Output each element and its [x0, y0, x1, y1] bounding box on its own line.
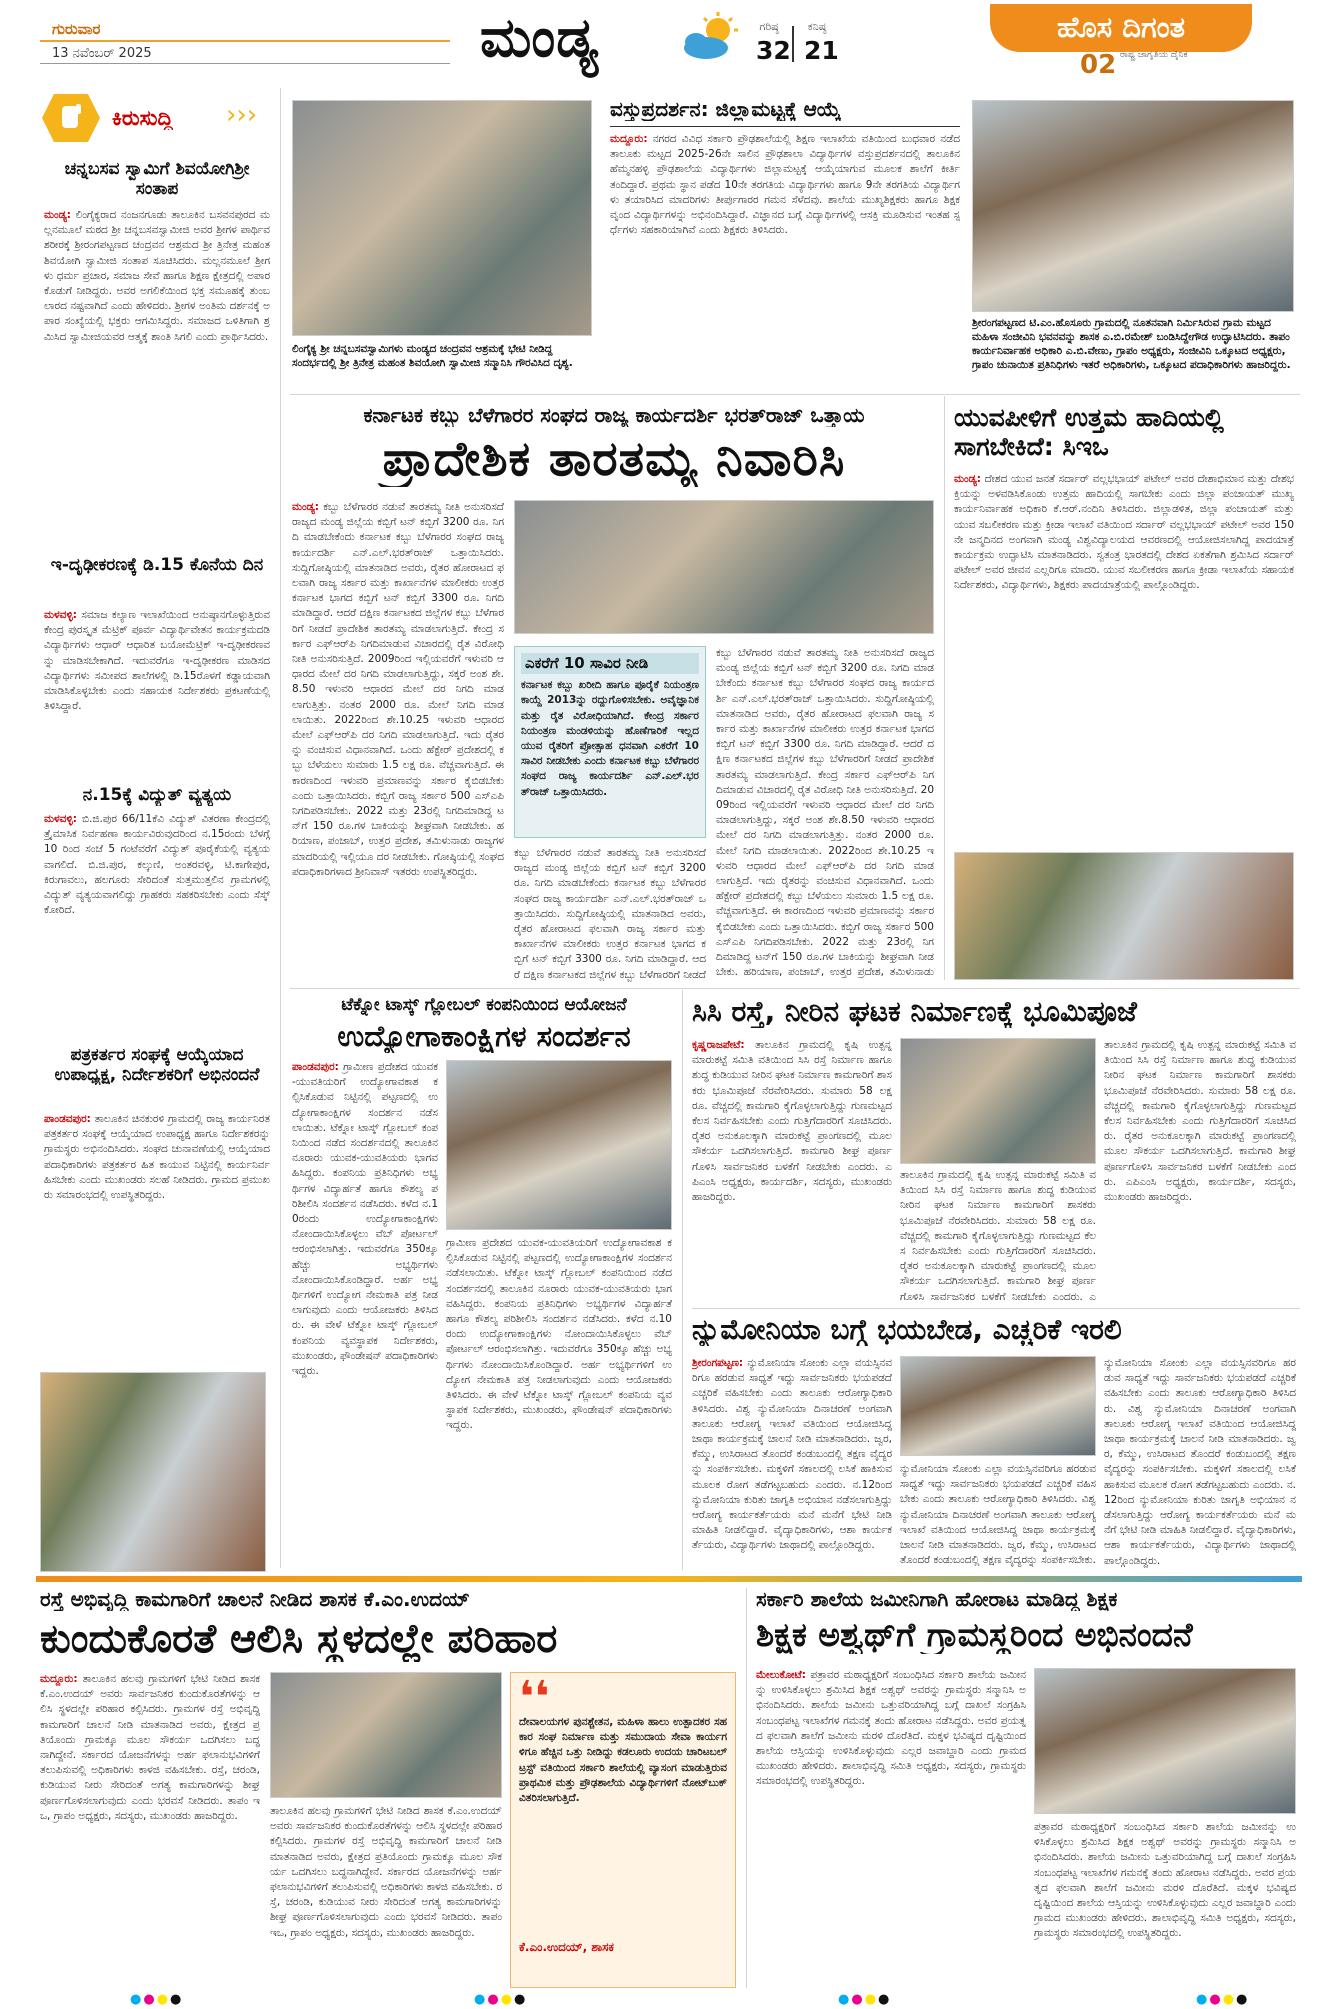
kiru-label: ಕಿರುಸುದ್ದಿ — [112, 106, 173, 130]
job-title: ಉದ್ಯೋಗಾಕಾಂಕ್ಷಿಗಳ ಸಂದರ್ಶನ — [337, 1020, 631, 1053]
road-body-a — [40, 1672, 260, 1988]
row-rule-3 — [692, 1308, 1300, 1309]
kiru-text-2: ಸಮಾಜ ಕಲ್ಯಾಣ ಇಲಾಖೆಯಿಂದ ಅನುಷ್ಠಾನಗೊಳ್ಳುತ್ತಿರುವ ಕೇಂದ್ರ ಪುರಸ್ಕೃತ ಮೆಟ್ರಿಕ್ ಪೂರ್ವ ವಿದ್ಯಾರ್ಥಿವೇತನ ಕಾರ್ಯಕ್ರಮದಡಿ ವಿದ್ಯಾರ್ಥಿಗಳು ಆಧಾರ್ ಆಧಾರಿತ ಬಯೋಮೆಟ್ರಿಕ್ ಇ-ದೃಢೀಕರಣವನ್ನು ಮಾಡಿಸಬೇಕಾಗಿದೆ. ಇದುವರೆಗೂ ಇ-ದೃಢೀಕರಣ ಮಾಡಿಸದ ವಿದ್ಯಾರ್ಥಿಗಳು ಸಮೀಪದ ಶಾಲೆಗಳಲ್ಲಿ ಡಿ.15ರೊಳಗೆ ಕಡ್ಡಾಯವಾಗಿ ಮಾಡಿಸಿಕೊಳ್ಳಬೇಕು ಎಂದು ಸಹಾಯಕ ನಿರ್ದೇಶಕರು ಪ್ರಕಟಣೆಯಲ್ಲಿ ತಿಳಿಸಿದ್ದಾರೆ. — [44, 609, 270, 713]
youth-body — [954, 472, 1294, 846]
kiru-title-1: ಚನ್ನಬಸವ ಸ್ವಾಮಿಗೆ ಶಿವಯೋಗಿಶ್ರೀ ಸಂತಾಪ — [64, 160, 250, 199]
brand-tagline: ರಾಷ್ಟ್ರ ಜಾಗೃತಿಯ ದೈನಿಕ — [1120, 50, 1188, 60]
kiru-title-3: ನ.15ಕ್ಕೆ ವಿದ್ಯುತ್ ವ್ಯತ್ಯಯ — [82, 786, 232, 805]
kiru-title-2: ಇ-ದೃಢೀಕರಣಕ್ಕೆ ಡಿ.15 ಕೊನೆಯ ದಿನ — [50, 556, 264, 575]
road-text: ತಾಲೂಕಿನ ಹಲವು ಗ್ರಾಮಗಳಿಗೆ ಭೇಟಿ ನೀಡಿದ ಶಾಸಕ ಕೆ.ಎಂ.ಉದಯ್ ಅವರು ಸಾರ್ವಜನಿಕರ ಕುಂದುಕೊರತೆಗಳನ್ನು ಆಲಿಸಿ ಸ್ಥಳದಲ್ಲೇ ಪರಿಹಾರ ಕಲ್ಪಿಸಿದರು. ಗ್ರಾಮಗಳ ರಸ್ತೆ ಅಭಿವೃದ್ಧಿ ಕಾಮಗಾರಿಗೆ ಚಾಲನೆ ನೀಡಿ ಮಾತನಾಡಿದ ಅವರು, ಕ್ಷೇತ್ರದ ಪ್ರತಿಯೊಂದು ಗ್ರಾಮಕ್ಕೂ ಮೂಲ ಸೌಕರ್ಯ ಒದಗಿಸಲು ಬದ್ಧನಾಗಿದ್ದೇನೆ. ಸರ್ಕಾರದ ಯೋಜನೆಗಳನ್ನು ಅರ್ಹ ಫಲಾನುಭವಿಗಳಿಗೆ ತಲುಪಿಸುವಲ್ಲಿ ಅಧಿಕಾರಿಗಳು ಕಾಳಜಿ ವಹಿಸಬೇಕು. ರಸ್ತೆ, ಚರಂಡಿ, ಕುಡಿಯುವ ನೀರು ಸೇರಿದಂತೆ ಅಗತ್ಯ ಕಾಮಗಾರಿಗಳನ್ನು ಶೀಘ್ರ ಪೂರ್ಣಗೊಳಿಸಲಾಗುವುದು ಎಂದು ಭರವಸೆ ನೀಡಿದರು. ತಾಪಂ ಇಒ, ಗ್ರಾಪಂ ಅಧ್ಯಕ್ಷರು, ಸದಸ್ಯರು, ಮುಖಂಡರು ಹಾಜರಿದ್ದರು. — [40, 1673, 260, 1822]
date-label: 13 ನವೆಂಬರ್ 2025 — [52, 46, 152, 61]
temp-divider — [792, 26, 794, 62]
lead-body-b: ಕಬ್ಬು ಬೆಳೆಗಾರರ ನಡುವೆ ತಾರತಮ್ಯ ನೀತಿ ಅನುಸರಿಸದೆ ರಾಜ್ಯದ ಮಂಡ್ಯ ಜಿಲ್ಲೆಯ ಕಬ್ಬಿಗೆ ಟನ್ ಕಬ್ಬಿಗೆ 3200 ರೂ. ನಿಗದಿ ಮಾಡಬೇಕೆಂದು ಕರ್ನಾಟಕ ಕಬ್ಬು ಬೆಳೆಗಾರರ ಸಂಘದ ರಾಜ್ಯ ಕಾರ್ಯದರ್ಶಿ ಎನ್.ಎಲ್.ಭರತ್‌ರಾಜ್ ಒತ್ತಾಯಿಸಿದರು. ಸುದ್ದಿಗೋಷ್ಠಿಯಲ್ಲಿ ಮಾತನಾಡಿದ ಅವರು, ರೈತರ ಹೋರಾಟದ ಫಲವಾಗಿ ರಾಜ್ಯ ಸರ್ಕಾರ ಮತ್ತು ಕಾರ್ಖಾನೆಗಳ ಮಾಲೀಕರು ಉತ್ತರ ಕರ್ನಾಟಕ ಭಾಗದ ಕಬ್ಬಿಗೆ ಟನ್ ಕಬ್ಬಿಗೆ 3300 ರೂ. ನಿಗದಿ ಮಾಡಿದ್ದಾರೆ. ಆದರೆ ದಕ್ಷಿಣ ಕರ್ನಾಟಕದ ಜಿಲ್ಲೆಗಳ ಕಬ್ಬು ಬೆಳೆಗಾರರಿಗೆ ನೀಡದೆ ಪ್ರಾದೇಶಿಕ ತಾರತಮ್ಯ ಮಾಡಲಾಗುತ್ತಿದೆ. ಕೇಂದ್ರ ಸರ್ಕಾರ ಎಫ್‌ಆರ್‌ಪಿ ನಿಗದಿಮಾಡುವ ವಿಚಾರದಲ್ಲಿ ರೈತ ವಿರೋಧಿ ನೀತಿ ಅನುಸರಿಸುತ್ತಿದೆ. 2009ರಿಂದ ಇಲ್ಲಿಯವರೆಗೆ ಇಳುವರಿ ಆಧಾರದ ಮೇಲೆ ದರ ನಿಗದಿ ಮಾಡಲಾಗುತ್ತಿದ್ದು, ಸಕ್ಕರೆ ಅಂಶ ಶೇ.8.50 ಇಳುವರಿ ಆಧಾರದ ಮೇಲೆ ದರ ನಿಗದಿ ಮಾಡಲಾಗುತ್ತಿತ್ತು. ನಂತರ 2000 ರೂ. ಮೇಲೆ ನಿಗದಿ ಮಾಡಲಾಯಿತು. 2022ರಿಂದ ಶೇ.10.25 ಇಳುವರಿ ಆಧಾರದ ಮೇಲೆ ಎಫ್‌ಆರ್‌ಪಿ ದರ ನಿಗದಿ ಮಾಡಲಾಗುತ್ತಿದೆ. ಇದು ರೈತರನ್ನು ವಂಚಿಸುವ ವಿಧಾನವಾಗಿದೆ. ಒಂದು ಹೆಕ್ಟೇರ್ ಪ್ರದೇಶದಲ್ಲಿ ಕಬ್ಬು ಬೆಳೆಯಲು ಸುಮಾರು 1.5 ಲಕ್ಷ ರೂ. ವೆಚ್ಚವಾಗುತ್ತಿದೆ. ಈ ಕಾರಣದಿಂದ ಇಳುವರಿ ಪ್ರಮಾಣವನ್ನು ಸರ್ಕಾರ ಕೈಬಿಡಬೇಕು ಎಂದು ಒತ್ತಾಯಿಸಿದರು. ಕಬ್ಬಿಗೆ ರಾಜ್ಯ ಸರ್ಕಾರ 500 ಎಸ್‌ಎಪಿ ನಿಗದಿಪಡಿಸಬೇಕು. 2022 ಮತ್ತು 23ರಲ್ಲಿ ನಿಗದಿಮಾಡಿದ್ದ ಟನ್‌ಗೆ 150 ರೂ.ಗಳ ಬಾಕಿಯನ್ನು ಶೀಘ್ರವಾಗಿ ನೀಡಬೇಕು. ಹರಿಯಾಣ, ಪಂಜಾಬ್, ಉತ್ತರ ಪ್ರದೇಶ, ತಮಿಳುನಾಡು — [716, 647, 934, 979]
road-title: ಕುಂದುಕೊರತೆ ಆಲಿಸಿ ಸ್ಥಳದಲ್ಲೇ ಪರಿಹಾರ — [40, 1616, 558, 1662]
job-text: ಗ್ರಾಮೀಣ ಪ್ರದೇಶದ ಯುವಕ-ಯುವತಿಯರಿಗೆ ಉದ್ಯೋಗಾವಕಾಶ ಕಲ್ಪಿಸಿಕೊಡುವ ನಿಟ್ಟಿನಲ್ಲಿ ಪಟ್ಟಣದಲ್ಲಿ ಉದ್ಯೋಗಾಕಾಂಕ್ಷಿಗಳ ಸಂದರ್ಶನ ನಡೆಸಲಾಯಿತು. ಟೆಕ್ನೋ ಟಾಸ್ಕ್ ಗ್ಲೋಬಲ್ ಕಂಪನಿಯಿಂದ ನಡೆದ ಸಂದರ್ಶನದಲ್ಲಿ ತಾಲೂಕಿನ ನೂರಾರು ಯುವಕ-ಯುವತಿಯರು ಭಾಗವಹಿಸಿದ್ದರು. ಕಂಪನಿಯ ಪ್ರತಿನಿಧಿಗಳು ಅಭ್ಯರ್ಥಿಗಳ ವಿದ್ಯಾರ್ಹತೆ ಹಾಗೂ ಕೌಶಲ್ಯ ಪರಿಶೀಲಿಸಿ ಸಂದರ್ಶನ ನಡೆಸಿದರು. ಕಳೆದ ನ.10ರಂದು ಉದ್ಯೋಗಾಕಾಂಕ್ಷಿಗಳು ನೋಂದಾಯಿಸಿಕೊಳ್ಳಲು ವೆಬ್ ಪೋರ್ಟಲ್ ಆರಂಭಿಸಲಾಗಿತ್ತು. ಇದುವರೆಗೂ 350ಕ್ಕೂ ಹೆಚ್ಚು ಅಭ್ಯರ್ಥಿಗಳು ನೋಂದಾಯಿಸಿಕೊಂಡಿದ್ದಾರೆ. ಅರ್ಹ ಅಭ್ಯರ್ಥಿಗಳಿಗೆ ಉದ್ಯೋಗ ನೇಮಕಾತಿ ಪತ್ರ ನೀಡಲಾಗುವುದು ಎಂದು ಆಯೋಜಕರು ತಿಳಿಸಿದರು. ಈ ವೇಳೆ ಟೆಕ್ನೋ ಟಾಸ್ಕ್ ಗ್ಲೋಬಲ್ ಕಂಪನಿಯ ವ್ಯವಸ್ಥಾಪಕ ನಿರ್ದೇಶಕರು, ಮುಖಂಡರು, ಫೌಂಡೇಷನ್ ಪದಾಧಿಕಾರಿಗಳು ಇದ್ದರು. — [292, 1061, 438, 1378]
teacher-lead: ಮೇಲುಕೋಟೆ: — [756, 1669, 806, 1681]
vastu-body — [610, 132, 960, 388]
lead-body-a — [292, 500, 504, 982]
kiru-text-1: ಲಿಂಗೈಕ್ಯರಾದ ನಂಜನಗೂಡು ತಾಲೂಕಿನ ಬಸವನಪುರದ ಮಲ್ಲನಮೂಲೆ ಮಠದ ಶ್ರೀ ಚನ್ನಬಸವಸ್ವಾಮೀಜಿ ಅವರ ಶ್ರೀಗಳ ಪಾರ್ಥಿವ ಶರೀರಕ್ಕೆ ಶ್ರೀರಂಗಪಟ್ಟಣದ ಚಂದ್ರವನ ಆಶ್ರಮದ ಶ್ರೀ ತ್ರಿನೇತ್ರ ಮಹಂತ ಶಿವಯೋಗಿ ಸ್ವಾಮೀಜಿ ಸಂತಾಪ ಸೂಚಿಸಿದರು. ಮಲ್ಲನಮೂಲೆ ಶ್ರೀಗಳು ಧರ್ಮ ಪ್ರಚಾರ, ಸಮಾಜ ಸೇವೆ ಹಾಗೂ ಶಿಕ್ಷಣ ಕ್ಷೇತ್ರದಲ್ಲಿ ಅಪಾರ ಕೊಡುಗೆ ನೀಡಿದ್ದರು. ಅವರ ಅಗಲಿಕೆಯಿಂದ ಭಕ್ತ ಸಮೂಹಕ್ಕೆ ತುಂಬಲಾರದ ನಷ್ಟವಾಗಿದೆ ಎಂದು ಹೇಳಿದರು. ಶ್ರೀಗಳ ಅಂತಿಮ ದರ್ಶನಕ್ಕೆ ಅಪಾರ ಸಂಖ್ಯೆಯಲ್ಲಿ ಭಕ್ತರು ಆಗಮಿಸಿದ್ದರು. ಸಮಾಜದ ಒಳಿತಿಗಾಗಿ ಶ್ರಮಿಸಿದ ಸ್ವಾಮೀಜಿಯವರ ಆತ್ಮಕ್ಕೆ ಶಾಂತಿ ಸಿಗಲಿ ಎಂದು ಪ್ರಾರ್ಥಿಸಿದರು. — [44, 209, 270, 343]
masthead-rule-thin — [40, 63, 450, 64]
lead-box — [514, 646, 706, 838]
teacher-kicker: ಸರ್ಕಾರಿ ಶಾಲೆಯ ಜಮೀನಿಗಾಗಿ ಹೋರಾಟ ಮಾಡಿದ್ದ ಶಿಕ್ಷಕ — [756, 1588, 1118, 1611]
job-body-a — [292, 1060, 438, 1568]
photo-udaya-1 — [270, 1672, 502, 1798]
column-rule-3 — [682, 990, 683, 1570]
kiru-lead-2: ಮಳವಳ್ಳಿ: — [44, 609, 78, 621]
teacher-body-b: ಪತ್ರಾವರ ಮಠಾಧ್ಯಕ್ಷರಿಗೆ ಸಂಬಂಧಿಸಿದ ಸರ್ಕಾರಿ ಶಾಲೆಯ ಜಮೀನನ್ನು ಉಳಿಸಿಕೊಳ್ಳಲು ಶ್ರಮಿಸಿದ ಶಿಕ್ಷಕ ಅಶ್ವಥ್ ಅವರನ್ನು ಗ್ರಾಮಸ್ಥರು ಸನ್ಮಾನಿಸಿ ಅಭಿನಂದಿಸಿದರು. ಶಾಲೆಯ ಜಮೀನು ಒತ್ತುವರಿಯಾಗಿದ್ದ ಬಗ್ಗೆ ದಾಖಲೆ ಸಂಗ್ರಹಿಸಿ ಸಂಬಂಧಪಟ್ಟ ಇಲಾಖೆಗಳ ಗಮನಕ್ಕೆ ತಂದು ಹೋರಾಟ ನಡೆಸಿದ್ದರು. ಅವರ ಪ್ರಯತ್ನದ ಫಲವಾಗಿ ಶಾಲೆಗೆ ಜಮೀನು ಮರಳಿ ದೊರೆತಿದೆ. ಮಕ್ಕಳ ಭವಿಷ್ಯದ ದೃಷ್ಟಿಯಿಂದ ಶಾಲೆಯ ಆಸ್ತಿಯನ್ನು ಉಳಿಸಿಕೊಳ್ಳುವುದು ಎಲ್ಲರ ಜವಾಬ್ದಾರಿ ಎಂದು ಗ್ರಾಮದ ಮುಖಂಡರು ಹೇಳಿದರು. ಶಾಲಾಭಿವೃದ್ಧಿ ಸಮಿತಿ ಅಧ್ಯಕ್ಷರು, ಸದಸ್ಯರು, ಗ್ರಾಮಸ್ಥರು ಸಮಾರಂಭದಲ್ಲಿ ಉಪಸ್ಥಿತರಿದ್ದರು. — [1034, 1821, 1296, 1940]
youth-title: ಯುವಪೀಳಿಗೆ ಉತ್ತಮ ಹಾದಿಯಲ್ಲಿ ಸಾಗಬೇಕಿದೆ: ಸಿಇಒ — [954, 404, 1224, 461]
pneu-title: ನ್ಯುಮೋನಿಯಾ ಬಗ್ಗೆ ಭಯಬೇಡ, ಎಚ್ಚರಿಕೆ ಇರಲಿ — [692, 1314, 1122, 1346]
cc-body-c: ತಾಲೂಕಿನ ಗ್ರಾಮದಲ್ಲಿ ಕೃಷಿ ಉತ್ಪನ್ನ ಮಾರುಕಟ್ಟೆ ಸಮಿತಿ ವತಿಯಿಂದ ಸಿಸಿ ರಸ್ತೆ ನಿರ್ಮಾಣ ಹಾಗೂ ಶುದ್ಧ ಕುಡಿಯುವ ನೀರಿನ ಘಟಕ ನಿರ್ಮಾಣ ಕಾಮಗಾರಿಗೆ ಶಾಸಕರು ಭೂಮಿಪೂಜೆ ನೆರವೇರಿಸಿದರು. ಸುಮಾರು 58 ಲಕ್ಷ ರೂ. ವೆಚ್ಚದಲ್ಲಿ ಕಾಮಗಾರಿ ಕೈಗೊಳ್ಳಲಾಗುತ್ತಿದ್ದು ಗುಣಮಟ್ಟದ ಕೆಲಸ ನಿರ್ವಹಿಸಬೇಕು ಎಂದು ಗುತ್ತಿಗೆದಾರರಿಗೆ ಸೂಚಿಸಿದರು. ರೈತರ ಅನುಕೂಲಕ್ಕಾಗಿ ಮಾರುಕಟ್ಟೆ ಪ್ರಾಂಗಣದಲ್ಲಿ ಮೂಲ ಸೌಕರ್ಯ ಒದಗಿಸಲಾಗುತ್ತಿದೆ. ಕಾಮಗಾರಿ ಶೀಘ್ರ ಪೂರ್ಣಗೊಳಿಸಿ ಸಾರ್ವಜನಿಕರ ಬಳಕೆಗೆ ನೀಡಬೇಕು ಎಂದರು. ಎಪಿಎಂಸಿ ಅಧ್ಯಕ್ಷರು, ಕಾರ್ಯದರ್ಶಿ, ಸದಸ್ಯರು, ಮುಖಂಡರು ಹಾಜರಿದ್ದರು. — [1104, 1039, 1296, 1204]
kiru-title-4: ಪತ್ರಕರ್ತರ ಸಂಘಕ್ಕೆ ಆಯ್ಕೆಯಾದ ಉಪಾಧ್ಯಕ್ಷ, ನಿರ್ದೇಶಕರಿಗೆ ಅಭಿನಂದನೆ — [54, 1046, 260, 1085]
column-rule — [280, 88, 281, 1568]
photo-sanjeevini-caption: ಶ್ರೀರಂಗಪಟ್ಟಣದ ಟಿ.ಎಂ.ಹೊಸೂರು ಗ್ರಾಮದಲ್ಲಿ ನೂತನವಾಗಿ ನಿರ್ಮಿಸಿರುವ ಗ್ರಾಮ ಮಟ್ಟದ ಮಹಿಳಾ ಸಂಜೀವಿನಿ ಭವನವನ್ನು ಶಾಸಕ ಎ.ಬಿ.ರಮೇಶ್ ಬಂಡಿಸಿದ್ದೇಗೌಡ ಉದ್ಘಾಟಿಸಿದರು. ತಾಪಂ ಕಾರ್ಯನಿರ್ವಾಹಕ ಅಧಿಕಾರಿ ಎ.ಬಿ.ವೇಣು, ಗ್ರಾಪಂ ಅಧ್ಯಕ್ಷರು, ಸಂಜೀವಿನಿ ಒಕ್ಕೂಟದ ಅಧ್ಯಕ್ಷರು, ಗ್ರಾಪಂ ಚುನಾಯಿತ ಪ್ರತಿನಿಧಿಗಳು ಇತರೆ ಅಧಿಕಾರಿಗಳು, ಒಕ್ಕೂಟದ ಪದಾಧಿಕಾರಿಗಳು ಹಾಜರಿದ್ದರು. — [972, 317, 1291, 371]
row-rule-2 — [290, 988, 1300, 989]
lead-box-title: ಎಕರೆಗೆ 10 ಸಾವಿರ ನೀಡಿ — [521, 653, 699, 674]
vastu-text: ನಗರದ ವಿವಿಧ ಸರ್ಕಾರಿ ಪ್ರೌಢಶಾಲೆಯಲ್ಲಿ ಶಿಕ್ಷಣ ಇಲಾಖೆಯ ವತಿಯಿಂದ ಬುಧವಾರ ನಡೆದ ತಾಲೂಕು ಮಟ್ಟದ 2025-26ನೇ ಸಾಲಿನ ಪ್ರೌಢಶಾಲಾ ವಿದ್ಯಾರ್ಥಿಗಳ ವಸ್ತುಪ್ರದರ್ಶನದಲ್ಲಿ ತಾಲೂಕಿನ ಹೆಮ್ಮನಹಳ್ಳಿ ಪ್ರೌಢಶಾಲೆಯ ವಿದ್ಯಾರ್ಥಿಗಳು ಜಿಲ್ಲಾಮಟ್ಟಕ್ಕೆ ಆಯ್ಕೆಯಾಗುವ ಮೂಲಕ ಶಾಲೆಗೆ ಕೀರ್ತಿ ತಂದಿದ್ದಾರೆ. ಪ್ರಥಮ ಸ್ಥಾನ ಪಡೆದ 10ನೇ ತರಗತಿಯ ವಿದ್ಯಾರ್ಥಿಗಳು ಹಾಗೂ 9ನೇ ತರಗತಿಯ ವಿದ್ಯಾರ್ಥಿಗಳು ತಯಾರಿಸಿದ ಮಾದರಿಗಳು ತೀರ್ಪುಗಾರರ ಗಮನ ಸೆಳೆದವು. ಶಾಲೆಯ ಮುಖ್ಯಶಿಕ್ಷಕರು ಹಾಗೂ ಶಿಕ್ಷಕ ವೃಂದ ವಿದ್ಯಾರ್ಥಿಗಳನ್ನು ಅಭಿನಂದಿಸಿದ್ದಾರೆ. ವಿಜ್ಞಾನದ ಬಗ್ಗೆ ವಿದ್ಯಾರ್ಥಿಗಳಲ್ಲಿ ಆಸಕ್ತಿ ಮೂಡಿಸುವ ಇಂತಹ ಸ್ಪರ್ಧೆಗಳು ಸಹಕಾರಿಯಾಗಿವೆ ಎಂದು ಶಿಕ್ಷಕರು ತಿಳಿಸಿದರು. — [610, 133, 960, 237]
road-body-b: ತಾಲೂಕಿನ ಹಲವು ಗ್ರಾಮಗಳಿಗೆ ಭೇಟಿ ನೀಡಿದ ಶಾಸಕ ಕೆ.ಎಂ.ಉದಯ್ ಅವರು ಸಾರ್ವಜನಿಕರ ಕುಂದುಕೊರತೆಗಳನ್ನು ಆಲಿಸಿ ಸ್ಥಳದಲ್ಲೇ ಪರಿಹಾರ ಕಲ್ಪಿಸಿದರು. ಗ್ರಾಮಗಳ ರಸ್ತೆ ಅಭಿವೃದ್ಧಿ ಕಾಮಗಾರಿಗೆ ಚಾಲನೆ ನೀಡಿ ಮಾತನಾಡಿದ ಅವರು, ಕ್ಷೇತ್ರದ ಪ್ರತಿಯೊಂದು ಗ್ರಾಮಕ್ಕೂ ಮೂಲ ಸೌಕರ್ಯ ಒದಗಿಸಲು ಬದ್ಧನಾಗಿದ್ದೇನೆ. ಸರ್ಕಾರದ ಯೋಜನೆಗಳನ್ನು ಅರ್ಹ ಫಲಾನುಭವಿಗಳಿಗೆ ತಲುಪಿಸುವಲ್ಲಿ ಅಧಿಕಾರಿಗಳು ಕಾಳಜಿ ವಹಿಸಬೇಕು. ರಸ್ತೆ, ಚರಂಡಿ, ಕುಡಿಯುವ ನೀರು ಸೇರಿದಂತೆ ಅಗತ್ಯ ಕಾಮಗಾರಿಗಳನ್ನು ಶೀಘ್ರ ಪೂರ್ಣಗೊಳಿಸಲಾಗುವುದು ಎಂದು ಭರವಸೆ ನೀಡಿದರು. ತಾಪಂ ಇಒ, ಗ್ರಾಪಂ ಅಧ್ಯಕ್ಷರು, ಸದಸ್ಯರು, ಮುಖಂಡರು ಹಾಜರಿದ್ದರು. — [270, 1805, 502, 1939]
pneu-text: ನ್ಯುಮೋನಿಯಾ ಸೋಂಕು ಎಲ್ಲಾ ವಯಸ್ಸಿನವರಿಗೂ ಹರಡುವ ಸಾಧ್ಯತೆ ಇದ್ದು ಸಾರ್ವಜನಿಕರು ಭಯಪಡದೆ ಎಚ್ಚರಿಕೆ ವಹಿಸಬೇಕು ಎಂದು ತಾಲೂಕು ಆರೋಗ್ಯಾಧಿಕಾರಿ ತಿಳಿಸಿದರು. ವಿಶ್ವ ನ್ಯುಮೋನಿಯಾ ದಿನಾಚರಣೆ ಅಂಗವಾಗಿ ತಾಲೂಕು ಆರೋಗ್ಯ ಇಲಾಖೆ ವತಿಯಿಂದ ಆಯೋಜಿಸಿದ್ದ ಜಾಥಾ ಕಾರ್ಯಕ್ರಮಕ್ಕೆ ಚಾಲನೆ ನೀಡಿ ಮಾತನಾಡಿದರು. ಜ್ವರ, ಕೆಮ್ಮು, ಉಸಿರಾಟದ ತೊಂದರೆ ಕಂಡುಬಂದಲ್ಲಿ ತಕ್ಷಣ ವೈದ್ಯರನ್ನು ಸಂಪರ್ಕಿಸಬೇಕು. ಮಕ್ಕಳಿಗೆ ಸಕಾಲದಲ್ಲಿ ಲಸಿಕೆ ಹಾಕಿಸುವ ಮೂಲಕ ರೋಗ ತಡೆಗಟ್ಟಬಹುದು ಎಂದರು. ನ.12ರಿಂದ ನ್ಯುಮೋನಿಯಾ ಕುರಿತು ಜಾಗೃತಿ ಅಭಿಯಾನ ನಡೆಸಲಾಗುತ್ತಿದ್ದು ಆರೋಗ್ಯ ಕಾರ್ಯಕರ್ತೆಯರು ಮನೆ ಮನೆಗೆ ಭೇಟಿ ನೀಡಿ ಮಾಹಿತಿ ನೀಡಲಿದ್ದಾರೆ. ವೈದ್ಯಾಧಿಕಾರಿಗಳು, ಆಶಾ ಕಾರ್ಯಕರ್ತೆಯರು, ವಿದ್ಯಾರ್ಥಿಗಳು ಜಾಥಾದಲ್ಲಿ ಪಾಲ್ಗೊಂಡಿದ್ದರು. — [692, 1357, 892, 1552]
photo-swamiji — [292, 100, 592, 336]
road-quote-by: ಕೆ.ಎಂ.ಉದಯ್, ಶಾಸಕ — [519, 1941, 614, 1954]
column-rule-4 — [746, 1588, 747, 1988]
max-temp-label: ಗರಿಷ್ಠ — [759, 20, 779, 33]
teacher-body-a — [756, 1668, 1026, 1988]
column-rule-2 — [944, 396, 945, 980]
min-temp-label: ಕನಿಷ್ಠ — [807, 20, 827, 33]
teacher-text: ಪತ್ರಾವರ ಮಠಾಧ್ಯಕ್ಷರಿಗೆ ಸಂಬಂಧಿಸಿದ ಸರ್ಕಾರಿ ಶಾಲೆಯ ಜಮೀನನ್ನು ಉಳಿಸಿಕೊಳ್ಳಲು ಶ್ರಮಿಸಿದ ಶಿಕ್ಷಕ ಅಶ್ವಥ್ ಅವರನ್ನು ಗ್ರಾಮಸ್ಥರು ಸನ್ಮಾನಿಸಿ ಅಭಿನಂದಿಸಿದರು. ಶಾಲೆಯ ಜಮೀನು ಒತ್ತುವರಿಯಾಗಿದ್ದ ಬಗ್ಗೆ ದಾಖಲೆ ಸಂಗ್ರಹಿಸಿ ಸಂಬಂಧಪಟ್ಟ ಇಲಾಖೆಗಳ ಗಮನಕ್ಕೆ ತಂದು ಹೋರಾಟ ನಡೆಸಿದ್ದರು. ಅವರ ಪ್ರಯತ್ನದ ಫಲವಾಗಿ ಶಾಲೆಗೆ ಜಮೀನು ಮರಳಿ ದೊರೆತಿದೆ. ಮಕ್ಕಳ ಭವಿಷ್ಯದ ದೃಷ್ಟಿಯಿಂದ ಶಾಲೆಯ ಆಸ್ತಿಯನ್ನು ಉಳಿಸಿಕೊಳ್ಳುವುದು ಎಲ್ಲರ ಜವಾಬ್ದಾರಿ ಎಂದು ಗ್ರಾಮದ ಮುಖಂಡರು ಹೇಳಿದರು. ಶಾಲಾಭಿವೃದ್ಧಿ ಸಮಿತಿ ಅಧ್ಯಕ್ಷರು, ಸದಸ್ಯರು, ಗ್ರಾಮಸ್ಥರು ಸಮಾರಂಭದಲ್ಲಿ ಉಪಸ್ಥಿತರಿದ್ದರು. — [756, 1669, 1026, 1788]
kiru-photo — [40, 1372, 266, 1572]
photo-jatha — [900, 1356, 1096, 1456]
photo-swamiji-caption: ಲಿಂಗೈಕ್ಯ ಶ್ರೀ ಚನ್ನಬಸವಸ್ವಾಮಿಗಳು ಮಂಡ್ಯದ ಚಂದ್ರವನ ಆಶ್ರಮಕ್ಕೆ ಭೇಟಿ ನೀಡಿದ್ದ ಸಂದರ್ಭದಲ್ಲಿ ಶ್ರೀ ತ್ರಿನೇತ್ರ ಮಹಂತ ಶಿವಯೋಗಿ ಸ್ವಾಮೀಜಿ ಸನ್ಮಾನಿಸಿ ಗೌರವಿಸಿದ ದೃಶ್ಯ. — [292, 343, 573, 369]
row-rule-1 — [290, 394, 1300, 395]
hand-icon — [40, 92, 102, 144]
day-label: ಗುರುವಾರ — [52, 20, 101, 38]
masthead-rule — [40, 40, 450, 42]
road-lead: ಮದ್ದೂರು: — [40, 1673, 78, 1685]
kiru-lead-3: ಮಳವಳ್ಳಿ: — [44, 813, 78, 825]
kiru-text-4: ತಾಲೂಕಿನ ಚಿನಕುರಳಿ ಗ್ರಾಮದಲ್ಲಿ ರಾಜ್ಯ ಕಾರ್ಯನಿರತ ಪತ್ರಕರ್ತರ ಸಂಘಕ್ಕೆ ಆಯ್ಕೆಯಾದ ಉಪಾಧ್ಯಕ್ಷ ಹಾಗೂ ನಿರ್ದೇಶಕರನ್ನು ಗ್ರಾಮಸ್ಥರು ಅಭಿನಂದಿಸಿದರು. ಸಂಘದ ಚುನಾವಣೆಯಲ್ಲಿ ಆಯ್ಕೆಯಾದ ಪದಾಧಿಕಾರಿಗಳು ಪತ್ರಕರ್ತರ ಹಿತ ಕಾಯುವ ನಿಟ್ಟಿನಲ್ಲಿ ಕಾರ್ಯನಿರ್ವಹಿಸಬೇಕು ಎಂದು ಮುಖಂಡರು ಸಲಹೆ ನೀಡಿದರು. ಗ್ರಾಮದ ಪ್ರಮುಖರು ಸಮಾರಂಭದಲ್ಲಿ ಉಪಸ್ಥಿತರಿದ್ದರು. — [44, 1113, 270, 1202]
brand-logo — [990, 4, 1252, 52]
pneu-body-b: ನ್ಯುಮೋನಿಯಾ ಸೋಂಕು ಎಲ್ಲಾ ವಯಸ್ಸಿನವರಿಗೂ ಹರಡುವ ಸಾಧ್ಯತೆ ಇದ್ದು ಸಾರ್ವಜನಿಕರು ಭಯಪಡದೆ ಎಚ್ಚರಿಕೆ ವಹಿಸಬೇಕು ಎಂದು ತಾಲೂಕು ಆರೋಗ್ಯಾಧಿಕಾರಿ ತಿಳಿಸಿದರು. ವಿಶ್ವ ನ್ಯುಮೋನಿಯಾ ದಿನಾಚರಣೆ ಅಂಗವಾಗಿ ತಾಲೂಕು ಆರೋಗ್ಯ ಇಲಾಖೆ ವತಿಯಿಂದ ಆಯೋಜಿಸಿದ್ದ ಜಾಥಾ ಕಾರ್ಯಕ್ರಮಕ್ಕೆ ಚಾಲನೆ ನೀಡಿ ಮಾತನಾಡಿದರು. ಜ್ವರ, ಕೆಮ್ಮು, ಉಸಿರಾಟದ ತೊಂದರೆ ಕಂಡುಬಂದಲ್ಲಿ ತಕ್ಷಣ ವೈದ್ಯರನ್ನು ಸಂಪರ್ಕಿಸಬೇಕು. — [900, 1463, 1096, 1567]
kiru-badge — [40, 92, 262, 144]
lead-lead: ಮಂಡ್ಯ: — [292, 501, 319, 513]
cc-text: ತಾಲೂಕಿನ ಗ್ರಾಮದಲ್ಲಿ ಕೃಷಿ ಉತ್ಪನ್ನ ಮಾರುಕಟ್ಟೆ ಸಮಿತಿ ವತಿಯಿಂದ ಸಿಸಿ ರಸ್ತೆ ನಿರ್ಮಾಣ ಹಾಗೂ ಶುದ್ಧ ಕುಡಿಯುವ ನೀರಿನ ಘಟಕ ನಿರ್ಮಾಣ ಕಾಮಗಾರಿಗೆ ಶಾಸಕರು ಭೂಮಿಪೂಜೆ ನೆರವೇರಿಸಿದರು. ಸುಮಾರು 58 ಲಕ್ಷ ರೂ. ವೆಚ್ಚದಲ್ಲಿ ಕಾಮಗಾರಿ ಕೈಗೊಳ್ಳಲಾಗುತ್ತಿದ್ದು ಗುಣಮಟ್ಟದ ಕೆಲಸ ನಿರ್ವಹಿಸಬೇಕು ಎಂದು ಗುತ್ತಿಗೆದಾರರಿಗೆ ಸೂಚಿಸಿದರು. ರೈತರ ಅನುಕೂಲಕ್ಕಾಗಿ ಮಾರುಕಟ್ಟೆ ಪ್ರಾಂಗಣದಲ್ಲಿ ಮೂಲ ಸೌಕರ್ಯ ಒದಗಿಸಲಾಗುತ್ತಿದೆ. ಕಾಮಗಾರಿ ಶೀಘ್ರ ಪೂರ್ಣಗೊಳಿಸಿ ಸಾರ್ವಜನಿಕರ ಬಳಕೆಗೆ ನೀಡಬೇಕು ಎಂದರು. ಎಪಿಎಂಸಿ ಅಧ್ಯಕ್ಷರು, ಕಾರ್ಯದರ್ಶಿ, ಸದಸ್ಯರು, ಮುಖಂಡರು ಹಾಜರಿದ್ದರು. — [692, 1039, 892, 1204]
road-quote: ದೇವಾಲಯಗಳ ಪುನಶ್ಚೇತನ, ಮಹಿಳಾ ಹಾಲು ಉತ್ಪಾದಕರ ಸಹಕಾರ ಸಂಘ ನಿರ್ಮಾಣ ಮತ್ತು ಸಮುದಾಯ ಸೇವಾ ಕಾರ್ಯಗಳಿಗೂ ಹೆಚ್ಚಿನ ಒತ್ತು ನೀಡಿದ್ದು ಕಡಲೂರು ಉದಯ ಚಾರಿಟಬಲ್ ಟ್ರಸ್ಟ್ ವತಿಯಿಂದ ಸರ್ಕಾರಿ ಶಾಲೆಯಲ್ಲಿ ವ್ಯಾಸಂಗ ಮಾಡುತ್ತಿರುವ ಪ್ರಾಥಮಿಕ ಮತ್ತು ಪ್ರೌಢಶಾಲೆಯ ವಿದ್ಯಾರ್ಥಿಗಳಿಗೆ ನೋಟ್‌ಬುಕ್ ವಿತರಿಸಲಾಗುತ್ತಿದೆ. — [519, 1716, 727, 1805]
road-quote-box — [510, 1672, 736, 1988]
road-kicker: ರಸ್ತೆ ಅಭಿವೃದ್ಧಿ ಕಾಮಗಾರಿಗೆ ಚಾಲನೆ ನೀಡಿದ ಶಾಸಕ ಕೆ.ಎಂ.ಉದಯ್ — [40, 1588, 470, 1611]
photo-sanjeevini — [972, 100, 1294, 312]
photo-padayatra — [954, 852, 1294, 980]
registration-dots: ●●●● — [474, 1992, 528, 2007]
cc-lead: ಕೃಷ್ಣರಾಜಪೇಟೆ: — [692, 1039, 745, 1051]
sun-cloud-icon — [680, 12, 742, 62]
registration-dots: ●●●● — [130, 1992, 184, 2007]
min-temp-value: 21 — [804, 36, 839, 65]
lead-text: ಕಬ್ಬು ಬೆಳೆಗಾರರ ನಡುವೆ ತಾರತಮ್ಯ ನೀತಿ ಅನುಸರಿಸದೆ ರಾಜ್ಯದ ಮಂಡ್ಯ ಜಿಲ್ಲೆಯ ಕಬ್ಬಿಗೆ ಟನ್ ಕಬ್ಬಿಗೆ 3200 ರೂ. ನಿಗದಿ ಮಾಡಬೇಕೆಂದು ಕರ್ನಾಟಕ ಕಬ್ಬು ಬೆಳೆಗಾರರ ಸಂಘದ ರಾಜ್ಯ ಕಾರ್ಯದರ್ಶಿ ಎನ್.ಎಲ್.ಭರತ್‌ರಾಜ್ ಒತ್ತಾಯಿಸಿದರು. ಸುದ್ದಿಗೋಷ್ಠಿಯಲ್ಲಿ ಮಾತನಾಡಿದ ಅವರು, ರೈತರ ಹೋರಾಟದ ಫಲವಾಗಿ ರಾಜ್ಯ ಸರ್ಕಾರ ಮತ್ತು ಕಾರ್ಖಾನೆಗಳ ಮಾಲೀಕರು ಉತ್ತರ ಕರ್ನಾಟಕ ಭಾಗದ ಕಬ್ಬಿಗೆ ಟನ್ ಕಬ್ಬಿಗೆ 3300 ರೂ. ನಿಗದಿ ಮಾಡಿದ್ದಾರೆ. ಆದರೆ ದಕ್ಷಿಣ ಕರ್ನಾಟಕದ ಜಿಲ್ಲೆಗಳ ಕಬ್ಬು ಬೆಳೆಗಾರರಿಗೆ ನೀಡದೆ ಪ್ರಾದೇಶಿಕ ತಾರತಮ್ಯ ಮಾಡಲಾಗುತ್ತಿದೆ. ಕೇಂದ್ರ ಸರ್ಕಾರ ಎಫ್‌ಆರ್‌ಪಿ ನಿಗದಿಮಾಡುವ ವಿಚಾರದಲ್ಲಿ ರೈತ ವಿರೋಧಿ ನೀತಿ ಅನುಸರಿಸುತ್ತಿದೆ. 2009ರಿಂದ ಇಲ್ಲಿಯವರೆಗೆ ಇಳುವರಿ ಆಧಾರದ ಮೇಲೆ ದರ ನಿಗದಿ ಮಾಡಲಾಗುತ್ತಿದ್ದು, ಸಕ್ಕರೆ ಅಂಶ ಶೇ.8.50 ಇಳುವರಿ ಆಧಾರದ ಮೇಲೆ ದರ ನಿಗದಿ ಮಾಡಲಾಗುತ್ತಿತ್ತು. ನಂತರ 2000 ರೂ. ಮೇಲೆ ನಿಗದಿ ಮಾಡಲಾಯಿತು. 2022ರಿಂದ ಶೇ.10.25 ಇಳುವರಿ ಆಧಾರದ ಮೇಲೆ ಎಫ್‌ಆರ್‌ಪಿ ದರ ನಿಗದಿ ಮಾಡಲಾಗುತ್ತಿದೆ. ಇದು ರೈತರನ್ನು ವಂಚಿಸುವ ವಿಧಾನವಾಗಿದೆ. ಒಂದು ಹೆಕ್ಟೇರ್ ಪ್ರದೇಶದಲ್ಲಿ ಕಬ್ಬು ಬೆಳೆಯಲು ಸುಮಾರು 1.5 ಲಕ್ಷ ರೂ. ವೆಚ್ಚವಾಗುತ್ತಿದೆ. ಈ ಕಾರಣದಿಂದ ಇಳುವರಿ ಪ್ರಮಾಣವನ್ನು ಸರ್ಕಾರ ಕೈಬಿಡಬೇಕು ಎಂದು ಒತ್ತಾಯಿಸಿದರು. ಕಬ್ಬಿಗೆ ರಾಜ್ಯ ಸರ್ಕಾರ 500 ಎಸ್‌ಎಪಿ ನಿಗದಿಪಡಿಸಬೇಕು. 2022 ಮತ್ತು 23ರಲ್ಲಿ ನಿಗದಿಮಾಡಿದ್ದ ಟನ್‌ಗೆ 150 ರೂ.ಗಳ ಬಾಕಿಯನ್ನು ಶೀಘ್ರವಾಗಿ ನೀಡಬೇಕು. ಹರಿಯಾಣ, ಪಂಜಾಬ್, ಉತ್ತರ ಪ್ರದೇಶ, ತಮಿಳುನಾಡು ರಾಜ್ಯಗಳ ಮಾದರಿಯಲ್ಲಿ ಇಲ್ಲಿಯೂ ದರ ನೀಡಬೇಕು. ಗೋಷ್ಠಿಯಲ್ಲಿ ಸಂಘದ ಪದಾಧಿಕಾರಿಗಳಾದ ಶ್ರೀನಿವಾಸ್ ಇತರರು ಉಪಸ್ಥಿತರಿದ್ದರು. — [292, 501, 504, 878]
vastu-rule — [610, 126, 960, 127]
kiru-lead-4: ಪಾಂಡವಪುರ: — [44, 1113, 91, 1125]
section-band — [36, 1576, 1302, 1582]
lead-body-c: ಕಬ್ಬು ಬೆಳೆಗಾರರ ನಡುವೆ ತಾರತಮ್ಯ ನೀತಿ ಅನುಸರಿಸದೆ ರಾಜ್ಯದ ಮಂಡ್ಯ ಜಿಲ್ಲೆಯ ಕಬ್ಬಿಗೆ ಟನ್ ಕಬ್ಬಿಗೆ 3200 ರೂ. ನಿಗದಿ ಮಾಡಬೇಕೆಂದು ಕರ್ನಾಟಕ ಕಬ್ಬು ಬೆಳೆಗಾರರ ಸಂಘದ ರಾಜ್ಯ ಕಾರ್ಯದರ್ಶಿ ಎನ್.ಎಲ್.ಭರತ್‌ರಾಜ್ ಒತ್ತಾಯಿಸಿದರು. ಸುದ್ದಿಗೋಷ್ಠಿಯಲ್ಲಿ ಮಾತನಾಡಿದ ಅವರು, ರೈತರ ಹೋರಾಟದ ಫಲವಾಗಿ ರಾಜ್ಯ ಸರ್ಕಾರ ಮತ್ತು ಕಾರ್ಖಾನೆಗಳ ಮಾಲೀಕರು ಉತ್ತರ ಕರ್ನಾಟಕ ಭಾಗದ ಕಬ್ಬಿಗೆ ಟನ್ ಕಬ್ಬಿಗೆ 3300 ರೂ. ನಿಗದಿ ಮಾಡಿದ್ದಾರೆ. ಆದರೆ ದಕ್ಷಿಣ ಕರ್ನಾಟಕದ ಜಿಲ್ಲೆಗಳ ಕಬ್ಬು ಬೆಳೆಗಾರರಿಗೆ ನೀಡದೆ — [514, 847, 706, 981]
youth-text: ದೇಶದ ಯುವ ಜನತೆ ಸರ್ದಾರ್ ವಲ್ಲಭಭಾಯ್ ಪಟೇಲ್ ಅವರ ದೇಶಾಭಿಮಾನ ಮತ್ತು ದೇಶಭಕ್ತಿಯನ್ನು ಅಳವಡಿಸಿಕೊಂಡು ಉತ್ತಮ ಹಾದಿಯಲ್ಲಿ ಸಾಗಬೇಕು ಎಂದು ಜಿಲ್ಲಾ ಪಂಚಾಯತ್ ಮುಖ್ಯ ಕಾರ್ಯನಿರ್ವಾಹಕ ಅಧಿಕಾರಿ ಕೆ.ಆರ್.ನಂದಿನಿ ತಿಳಿಸಿದರು. ಜಿಲ್ಲಾಡಳಿತ, ಜಿಲ್ಲಾ ಪಂಚಾಯತ್ ಮತ್ತು ಯುವ ಸಬಲೀಕರಣ ಮತ್ತು ಕ್ರೀಡಾ ಇಲಾಖೆ ವತಿಯಿಂದ ಸರ್ದಾರ್ ವಲ್ಲಭಭಾಯ್ ಪಟೇಲ್ ಅವರ 150ನೇ ಜನ್ಮದಿನದ ಅಂಗವಾಗಿ ಮಂಡ್ಯ ವಿಶ್ವವಿದ್ಯಾಲಯದ ಆವರಣದಲ್ಲಿ ಆಯೋಜಿಸಲಾಗಿದ್ದ ಪಾದಯಾತ್ರೆ ಕಾರ್ಯಕ್ರಮ ಉದ್ಘಾಟಿಸಿ ಮಾತನಾಡಿದರು. ಸ್ವತಂತ್ರ ಭಾರತದಲ್ಲಿ ದೇಶದ ಏಕತೆಗಾಗಿ ಶ್ರಮಿಸಿದ ಸರ್ದಾರ್ ಪಟೇಲ್ ಅವರ ಜೀವನ ಎಲ್ಲರಿಗೂ ಮಾದರಿ. ಯುವ ಸಬಲೀಕರಣ ಹಾಗೂ ಕ್ರೀಡಾ ಇಲಾಖೆಯ ಸಹಾಯಕ ನಿರ್ದೇಶಕರು, ವಿದ್ಯಾರ್ಥಿಗಳು, ಶಿಕ್ಷಕರು ಪಾದಯಾತ್ರೆಯಲ್ಲಿ ಪಾಲ್ಗೊಂಡಿದ್ದರು. — [954, 473, 1294, 592]
kiru-body-2 — [44, 608, 270, 782]
pneu-body-c: ನ್ಯುಮೋನಿಯಾ ಸೋಂಕು ಎಲ್ಲಾ ವಯಸ್ಸಿನವರಿಗೂ ಹರಡುವ ಸಾಧ್ಯತೆ ಇದ್ದು ಸಾರ್ವಜನಿಕರು ಭಯಪಡದೆ ಎಚ್ಚರಿಕೆ ವಹಿಸಬೇಕು ಎಂದು ತಾಲೂಕು ಆರೋಗ್ಯಾಧಿಕಾರಿ ತಿಳಿಸಿದರು. ವಿಶ್ವ ನ್ಯುಮೋನಿಯಾ ದಿನಾಚರಣೆ ಅಂಗವಾಗಿ ತಾಲೂಕು ಆರೋಗ್ಯ ಇಲಾಖೆ ವತಿಯಿಂದ ಆಯೋಜಿಸಿದ್ದ ಜಾಥಾ ಕಾರ್ಯಕ್ರಮಕ್ಕೆ ಚಾಲನೆ ನೀಡಿ ಮಾತನಾಡಿದರು. ಜ್ವರ, ಕೆಮ್ಮು, ಉಸಿರಾಟದ ತೊಂದರೆ ಕಂಡುಬಂದಲ್ಲಿ ತಕ್ಷಣ ವೈದ್ಯರನ್ನು ಸಂಪರ್ಕಿಸಬೇಕು. ಮಕ್ಕಳಿಗೆ ಸಕಾಲದಲ್ಲಿ ಲಸಿಕೆ ಹಾಕಿಸುವ ಮೂಲಕ ರೋಗ ತಡೆಗಟ್ಟಬಹುದು ಎಂದರು. ನ.12ರಿಂದ ನ್ಯುಮೋನಿಯಾ ಕುರಿತು ಜಾಗೃತಿ ಅಭಿಯಾನ ನಡೆಸಲಾಗುತ್ತಿದ್ದು ಆರೋಗ್ಯ ಕಾರ್ಯಕರ್ತೆಯರು ಮನೆ ಮನೆಗೆ ಭೇಟಿ ನೀಡಿ ಮಾಹಿತಿ ನೀಡಲಿದ್ದಾರೆ. ವೈದ್ಯಾಧಿಕಾರಿಗಳು, ಆಶಾ ಕಾರ್ಯಕರ್ತೆಯರು, ವಿದ್ಯಾರ್ಥಿಗಳು ಜಾಥಾದಲ್ಲಿ ಪಾಲ್ಗೊಂಡಿದ್ದರು. — [1104, 1357, 1296, 1567]
cc-body-b: ತಾಲೂಕಿನ ಗ್ರಾಮದಲ್ಲಿ ಕೃಷಿ ಉತ್ಪನ್ನ ಮಾರುಕಟ್ಟೆ ಸಮಿತಿ ವತಿಯಿಂದ ಸಿಸಿ ರಸ್ತೆ ನಿರ್ಮಾಣ ಹಾಗೂ ಶುದ್ಧ ಕುಡಿಯುವ ನೀರಿನ ಘಟಕ ನಿರ್ಮಾಣ ಕಾಮಗಾರಿಗೆ ಶಾಸಕರು ಭೂಮಿಪೂಜೆ ನೆರವೇರಿಸಿದರು. ಸುಮಾರು 58 ಲಕ್ಷ ರೂ. ವೆಚ್ಚದಲ್ಲಿ ಕಾಮಗಾರಿ ಕೈಗೊಳ್ಳಲಾಗುತ್ತಿದ್ದು ಗುಣಮಟ್ಟದ ಕೆಲಸ ನಿರ್ವಹಿಸಬೇಕು ಎಂದು ಗುತ್ತಿಗೆದಾರರಿಗೆ ಸೂಚಿಸಿದರು. ರೈತರ ಅನುಕೂಲಕ್ಕಾಗಿ ಮಾರುಕಟ್ಟೆ ಪ್ರಾಂಗಣದಲ್ಲಿ ಮೂಲ ಸೌಕರ್ಯ ಒದಗಿಸಲಾಗುತ್ತಿದೆ. ಕಾಮಗಾರಿ ಶೀಘ್ರ ಪೂರ್ಣಗೊಳಿಸಿ ಸಾರ್ವಜನಿಕರ ಬಳಕೆಗೆ ನೀಡಬೇಕು ಎಂದರು. ಎ — [900, 1169, 1096, 1302]
job-lead: ಪಾಂಡವಪುರ: — [292, 1061, 339, 1073]
chevron-right-icon: ››› — [226, 100, 258, 130]
lead-title: ಪ್ರಾದೇಶಿಕ ತಾರತಮ್ಯ ನಿವಾರಿಸಿ — [382, 432, 846, 487]
quote-icon: ❛❛ — [519, 1672, 550, 1723]
vastu-title: ವಸ್ತುಪ್ರದರ್ಶನ: ಜಿಲ್ಲಾಮಟ್ಟಕ್ಕೆ ಆಯ್ಕೆ — [610, 98, 841, 121]
kiru-text-3: ಬಿ.ಜಿ.ಪುರ 66/11ಕೆವಿ ವಿದ್ಯುತ್ ವಿತರಣಾ ಕೇಂದ್ರದಲ್ಲಿ ತ್ರೈಮಾಸಿಕ ನಿರ್ವಹಣಾ ಕಾರ್ಯವಿರುವುದರಿಂದ ನ.15ರಂದು ಬೆಳಗ್ಗೆ 10 ರಿಂದ ಸಂಜೆ 5 ಗಂಟೆವರೆಗೆ ವಿದ್ಯುತ್ ಪೂರೈಕೆಯಲ್ಲಿ ವ್ಯತ್ಯಯವಾಗಲಿದೆ. ಬಿ.ಜಿ.ಪುರ, ಕಲ್ಕುಣಿ, ಅಂತರವಳ್ಳಿ, ಟಿ.ಕಾಗೇಪುರ, ಕಿರುಗಾವಲು, ಹಲಗೂರು ಸೇರಿದಂತೆ ಸುತ್ತಮುತ್ತಲಿನ ಗ್ರಾಮಗಳಲ್ಲಿ ವಿದ್ಯುತ್ ವ್ಯತ್ಯಯವಾಗಲಿದ್ದು ಗ್ರಾಹಕರು ಸಹಕರಿಸಬೇಕು ಎಂದು ಸೆಸ್ಕ್ ಕೋರಿದೆ. — [44, 813, 270, 917]
registration-dots: ●●●● — [1196, 1992, 1250, 2007]
kiru-body-1 — [44, 208, 270, 550]
youth-lead: ಮಂಡ್ಯ: — [954, 473, 981, 485]
pneu-lead: ಶ್ರೀರಂಗಪಟ್ಟಣ: — [692, 1357, 744, 1369]
photo-interview — [446, 1060, 672, 1230]
kiru-body-4 — [44, 1112, 270, 1364]
photo-press-meet — [514, 500, 934, 634]
cc-body-a — [692, 1038, 892, 1302]
cc-title: ಸಿಸಿ ರಸ್ತೆ, ನೀರಿನ ಘಟಕ ನಿರ್ಮಾಣಕ್ಕೆ ಭೂಮಿಪೂಜೆ — [692, 996, 1137, 1028]
city-title: ಮಂಡ್ಯ — [480, 6, 600, 69]
job-kicker: ಟೆಕ್ನೋ ಟಾಸ್ಕ್ ಗ್ಲೋಬಲ್ ಕಂಪನಿಯಿಂದ ಆಯೋಜನೆ — [341, 996, 627, 1015]
lead-box-body: ಕರ್ನಾಟಕ ಕಬ್ಬು ಖರೀದಿ ಹಾಗೂ ಪೂರೈಕೆ ನಿಯಂತ್ರಣ ಕಾಯ್ದೆ 2013ನ್ನು ರದ್ದುಗೊಳಿಸಬೇಕು. ಅವೈಜ್ಞಾನಿಕ ಮತ್ತು ರೈತ ವಿರೋಧಿಯಾಗಿದೆ. ಕೇಂದ್ರ ಸರ್ಕಾರ ನಿಯಂತ್ರಣ ಮಂಡಳಿಯನ್ನು ಹೊಣೆಗಾರಿಕೆ ಇಲ್ಲದ ಯುವ ರೈತರಿಗೆ ಪ್ರೋತ್ಸಾಹ ಧನವಾಗಿ ಎಕರೆಗೆ 10 ಸಾವಿರ ನೀಡಬೇಕು ಎಂದು ಕರ್ನಾಟಕ ಕಬ್ಬು ಬೆಳೆಗಾರರ ಸಂಘದ ರಾಜ್ಯ ಕಾರ್ಯದರ್ಶಿ ಎನ್.ಎಲ್.ಭರತ್‌ರಾಜ್ ಒತ್ತಾಯಿಸಿದರು. — [521, 679, 699, 798]
brand-name: ಹೊಸ ದಿಗಂತ — [1057, 10, 1185, 44]
vastu-lead: ಮದ್ದೂರು: — [610, 133, 648, 145]
pneu-body-a — [692, 1356, 892, 1568]
job-body-b: ಗ್ರಾಮೀಣ ಪ್ರದೇಶದ ಯುವಕ-ಯುವತಿಯರಿಗೆ ಉದ್ಯೋಗಾವಕಾಶ ಕಲ್ಪಿಸಿಕೊಡುವ ನಿಟ್ಟಿನಲ್ಲಿ ಪಟ್ಟಣದಲ್ಲಿ ಉದ್ಯೋಗಾಕಾಂಕ್ಷಿಗಳ ಸಂದರ್ಶನ ನಡೆಸಲಾಯಿತು. ಟೆಕ್ನೋ ಟಾಸ್ಕ್ ಗ್ಲೋಬಲ್ ಕಂಪನಿಯಿಂದ ನಡೆದ ಸಂದರ್ಶನದಲ್ಲಿ ತಾಲೂಕಿನ ನೂರಾರು ಯುವಕ-ಯುವತಿಯರು ಭಾಗವಹಿಸಿದ್ದರು. ಕಂಪನಿಯ ಪ್ರತಿನಿಧಿಗಳು ಅಭ್ಯರ್ಥಿಗಳ ವಿದ್ಯಾರ್ಹತೆ ಹಾಗೂ ಕೌಶಲ್ಯ ಪರಿಶೀಲಿಸಿ ಸಂದರ್ಶನ ನಡೆಸಿದರು. ಕಳೆದ ನ.10ರಂದು ಉದ್ಯೋಗಾಕಾಂಕ್ಷಿಗಳು ನೋಂದಾಯಿಸಿಕೊಳ್ಳಲು ವೆಬ್ ಪೋರ್ಟಲ್ ಆರಂಭಿಸಲಾಗಿತ್ತು. ಇದುವರೆಗೂ 350ಕ್ಕೂ ಹೆಚ್ಚು ಅಭ್ಯರ್ಥಿಗಳು ನೋಂದಾಯಿಸಿಕೊಂಡಿದ್ದಾರೆ. ಅರ್ಹ ಅಭ್ಯರ್ಥಿಗಳಿಗೆ ಉದ್ಯೋಗ ನೇಮಕಾತಿ ಪತ್ರ ನೀಡಲಾಗುವುದು ಎಂದು ಆಯೋಜಕರು ತಿಳಿಸಿದರು. ಈ ವೇಳೆ ಟೆಕ್ನೋ ಟಾಸ್ಕ್ ಗ್ಲೋಬಲ್ ಕಂಪನಿಯ ವ್ಯವಸ್ಥಾಪಕ ನಿರ್ದೇಶಕರು, ಮುಖಂಡರು, ಫೌಂಡೇಷನ್ ಪದಾಧಿಕಾರಿಗಳು ಇದ್ದರು. — [446, 1237, 672, 1432]
registration-dots: ●●●● — [838, 1992, 892, 2007]
kiru-body-3 — [44, 812, 270, 1040]
photo-bhoomipooja — [900, 1038, 1096, 1164]
max-temp-value: 32 — [756, 36, 791, 65]
lead-kicker: ಕರ್ನಾಟಕ ಕಬ್ಬು ಬೆಳೆಗಾರರ ಸಂಘದ ರಾಜ್ಯ ಕಾರ್ಯದರ್ಶಿ ಭರತ್‌ರಾಜ್ ಒತ್ತಾಯ — [363, 404, 865, 427]
page-number: 02 — [1080, 50, 1117, 80]
teacher-title: ಶಿಕ್ಷಕ ಅಶ್ವಥ್‌ಗೆ ಗ್ರಾಮಸ್ಥರಿಂದ ಅಭಿನಂದನೆ — [756, 1616, 1193, 1654]
photo-teacher — [1034, 1668, 1296, 1814]
kiru-lead-1: ಮಂಡ್ಯ: — [44, 209, 71, 221]
